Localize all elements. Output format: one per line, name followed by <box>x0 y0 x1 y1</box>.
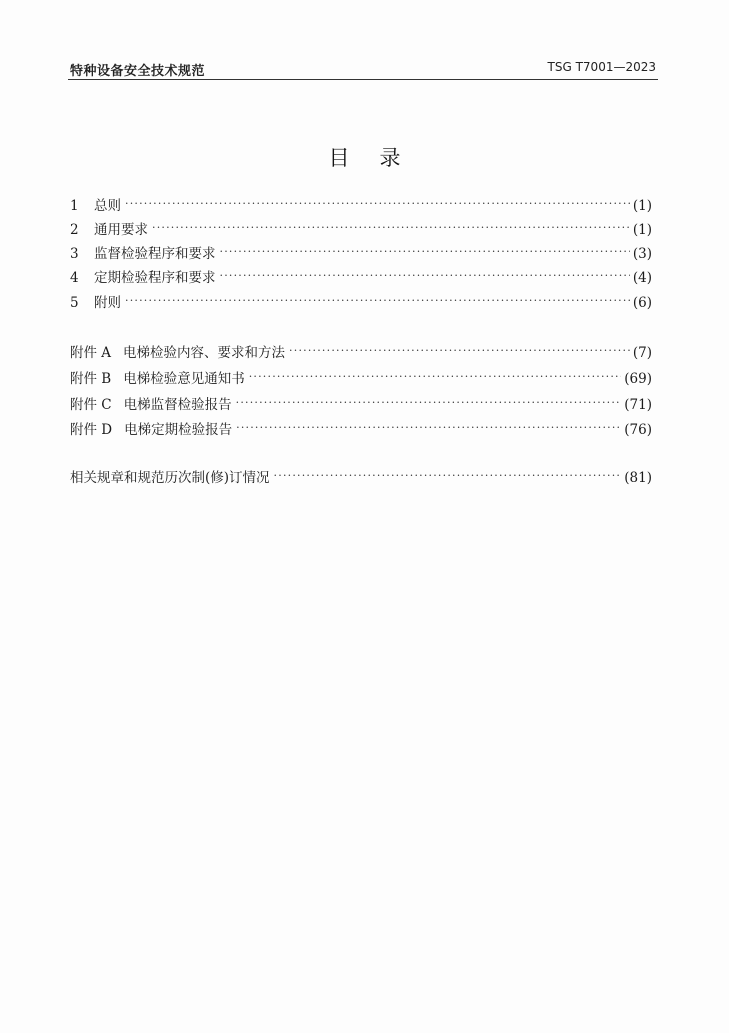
toc-entry-number: 4 <box>70 270 79 286</box>
toc-entry-page: (69) <box>624 371 652 387</box>
toc-entry-chapter-5[interactable] <box>70 292 652 314</box>
toc-entry-title: 电梯定期检验报告 <box>124 422 233 438</box>
toc-entry-appendix-d[interactable] <box>70 419 652 441</box>
toc-entry-title: 定期检验程序和要求 <box>94 270 216 286</box>
page-header <box>70 60 656 80</box>
toc-entry-revision-history[interactable] <box>70 467 652 489</box>
toc-leader-dots <box>274 465 622 487</box>
header-series-title: 特种设备安全技术规范 <box>70 64 206 79</box>
toc-leader-dots <box>289 340 630 362</box>
toc-entry-chapter-1[interactable] <box>70 195 652 217</box>
toc-appendix-label: 附件 B <box>70 371 112 387</box>
toc-leader-dots <box>152 217 630 239</box>
toc-entry-title: 总则 <box>94 198 121 214</box>
toc-entry-title: 电梯检验意见通知书 <box>123 371 245 387</box>
toc-leader-dots <box>125 193 630 215</box>
toc-entry-page: (3) <box>632 246 652 262</box>
header-document-code: TSG T7001—2023 <box>547 60 656 74</box>
toc-appendix-label: 附件 A <box>70 345 112 361</box>
toc-appendix-label: 附件 D <box>70 422 113 438</box>
toc-entry-page: (71) <box>624 397 652 413</box>
toc-entry-page: (1) <box>632 198 652 214</box>
toc-entry-title: 电梯检验内容、要求和方法 <box>123 345 286 361</box>
toc-entry-page: (4) <box>632 270 652 286</box>
toc-entry-chapter-4[interactable] <box>70 267 652 289</box>
toc-entry-title: 通用要求 <box>94 222 148 238</box>
toc-leader-dots <box>220 241 630 263</box>
toc-entry-page: (7) <box>632 345 652 361</box>
toc-entry-title: 监督检验程序和要求 <box>94 246 216 262</box>
toc-entry-title: 附则 <box>94 295 121 311</box>
toc-leader-dots <box>236 392 622 414</box>
toc-entry-title: 电梯监督检验报告 <box>123 397 232 413</box>
toc-entry-page: (6) <box>632 295 652 311</box>
toc-entry-appendix-c[interactable] <box>70 394 652 416</box>
toc-title: 目录 <box>328 146 431 170</box>
header-rule <box>68 79 658 80</box>
toc-entry-chapter-3[interactable] <box>70 243 652 265</box>
toc-leader-dots <box>220 265 630 287</box>
toc-entry-number: 1 <box>70 198 79 214</box>
toc-entry-appendix-b[interactable] <box>70 368 652 390</box>
toc-entry-page: (81) <box>624 470 652 486</box>
toc-leader-dots <box>125 290 630 312</box>
toc-entry-appendix-a[interactable] <box>70 342 652 364</box>
toc-entry-page: (76) <box>624 422 652 438</box>
toc-appendix-label: 附件 C <box>70 397 112 413</box>
toc-entry-chapter-2[interactable] <box>70 219 652 241</box>
toc-entry-number: 5 <box>70 295 79 311</box>
toc-leader-dots <box>236 417 621 439</box>
toc-entry-page: (1) <box>632 222 652 238</box>
toc-leader-dots <box>249 366 622 388</box>
toc-entry-number: 2 <box>70 222 79 238</box>
toc-entry-title: 相关规章和规范历次制(修)订情况 <box>70 470 270 486</box>
toc-entry-number: 3 <box>70 246 79 262</box>
